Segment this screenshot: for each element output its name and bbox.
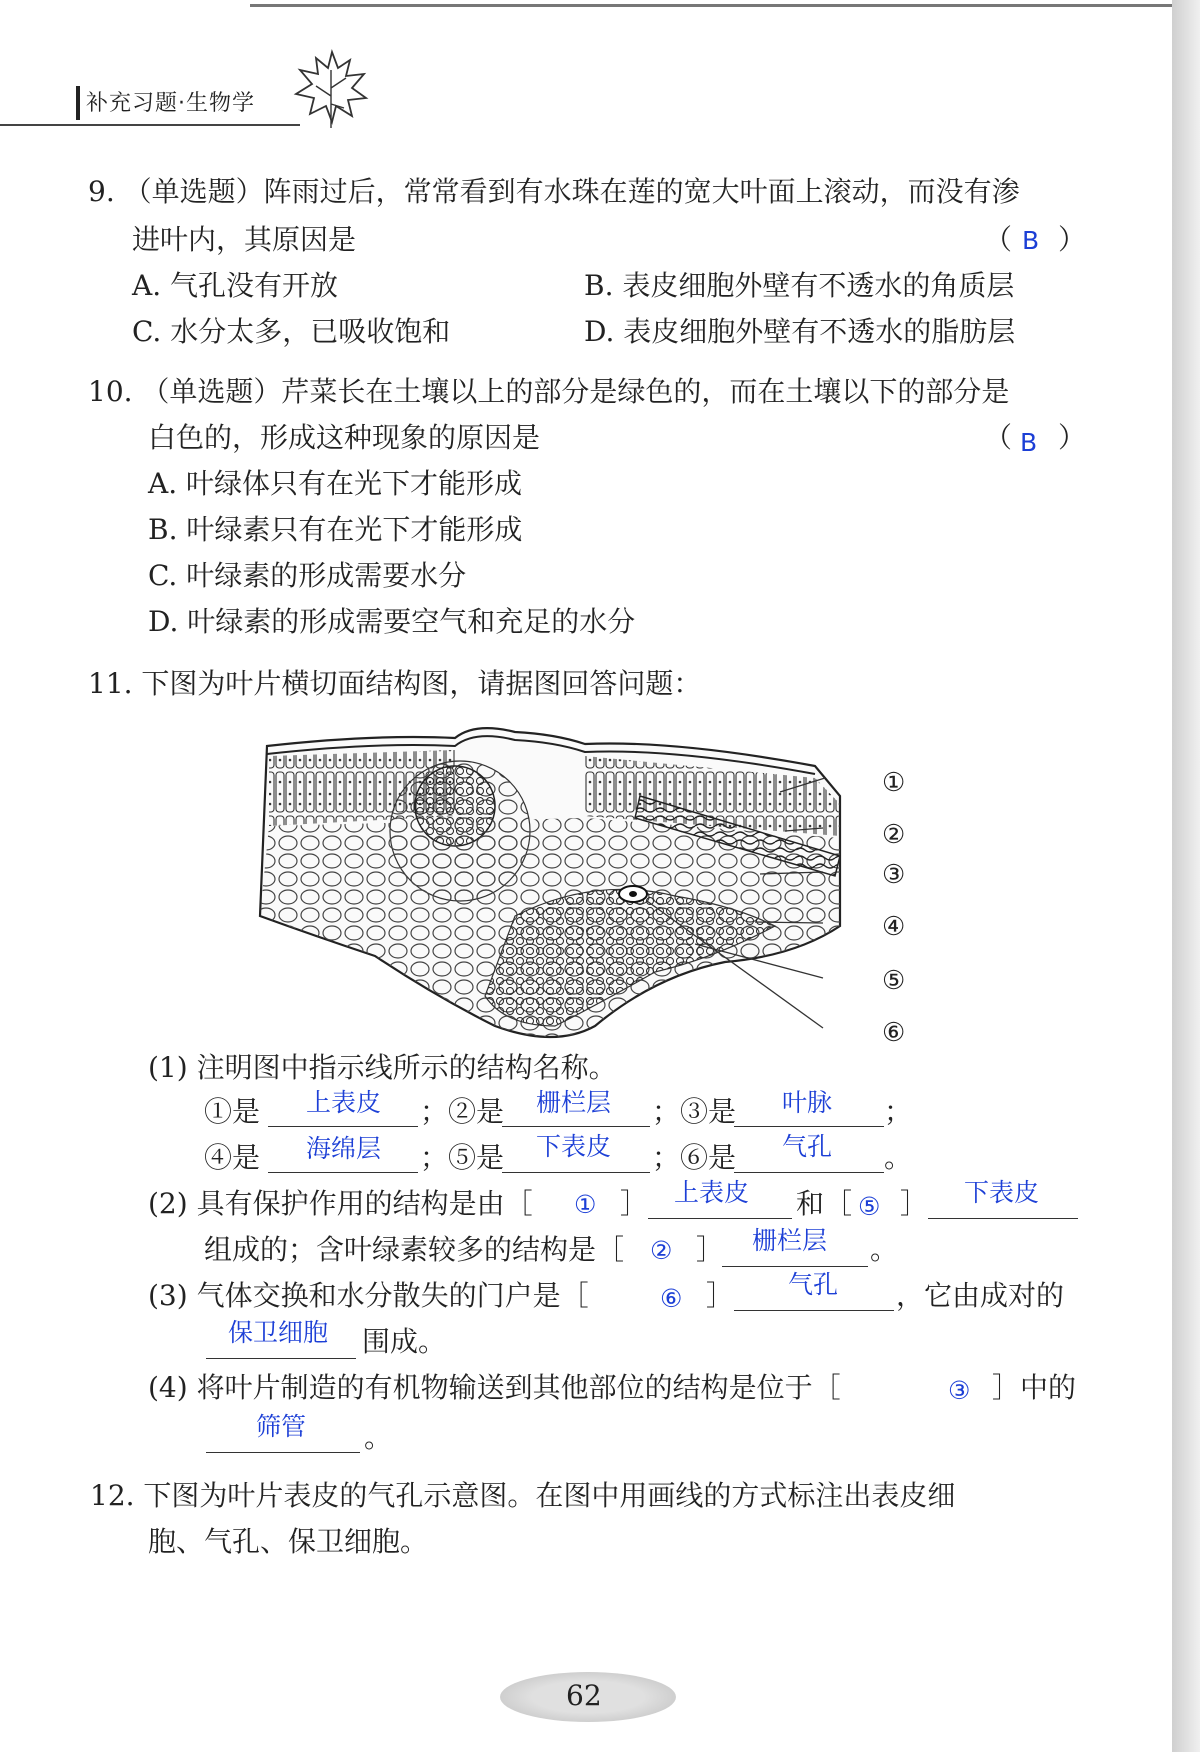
q11-p2-answer3: 栅栏层 [752,1226,828,1255]
q9-paren-open: （ [984,223,1013,256]
q12-stem-line1: 12. 下图为叶片表皮的气孔示意图。在图中用画线的方式标注出表皮细 [90,1479,956,1512]
q11-p1-end1: ； [884,1095,913,1128]
q10-answer: B [1020,428,1038,457]
answer-blank-11 [206,1358,356,1359]
figure-label-4: ④ [882,912,906,942]
q9-option-b: B. 表皮细胞外壁有不透水的角质层 [584,269,1015,302]
answer-blank-2 [502,1126,650,1127]
q11-p4-answer1: 筛管 [256,1412,307,1441]
figure-label-5: ⑤ [882,966,906,996]
header-title: 补充习题·生物学 [86,91,255,116]
q11-stem: 11. 下图为叶片横切面结构图，请据图回答问题： [88,667,702,700]
q11-p1-label6: ；⑥是 [652,1141,737,1174]
q11-p1-answer6: 气孔 [782,1132,833,1161]
answer-blank-9 [722,1266,868,1267]
q11-p3-answer1: 气孔 [788,1270,839,1299]
figure-label-2: ② [882,820,906,850]
q10-option-c: C. 叶绿素的形成需要水分 [148,559,467,592]
q11-p2-text3: 和［ [796,1187,853,1220]
answer-blank-7 [648,1218,792,1219]
q9-option-c: C. 水分太多，已吸收饱和 [132,315,451,348]
q9-paren-close: ） [1058,223,1087,256]
q9-option-d: D. 表皮细胞外壁有不透水的脂肪层 [584,315,1016,348]
q11-p1-label1: ①是 [204,1095,261,1128]
q9-stem-line2: 进叶内，其原因是 [132,223,357,256]
q11-p2-num2: ⑤ [858,1192,881,1221]
q11-p2-text2: ］ [620,1187,649,1220]
q11-p4-num1: ③ [948,1376,971,1405]
q10-option-b: B. 叶绿素只有在光下才能形成 [148,513,523,546]
q11-p4-text2: ］中的 [992,1371,1077,1404]
q11-p1-answer5: 下表皮 [536,1132,612,1161]
answer-blank-1 [268,1126,418,1127]
q11-p1-end2: 。 [884,1141,913,1174]
q11-p2-answer1: 上表皮 [674,1178,750,1207]
figure-label-1: ① [882,768,906,798]
figure-label-6: ⑥ [882,1018,906,1048]
q11-p2-num1: ① [574,1190,597,1219]
q11-p1-label3: ；③是 [652,1095,737,1128]
maple-leaf-icon [292,48,370,132]
q10-option-d: D. 叶绿素的形成需要空气和充足的水分 [148,605,636,638]
q11-p2-text1: (2) 具有保护作用的结构是由［ [148,1187,533,1220]
q10-paren-open: （ [984,421,1013,454]
q10-option-a: A. 叶绿体只有在光下才能形成 [148,467,523,500]
q11-p1-label5: ；⑤是 [420,1141,505,1174]
q11-p3-num1: ⑥ [660,1284,683,1313]
answer-blank-5 [502,1172,650,1173]
q11-p2-text5: 组成的；含叶绿素较多的结构是［ [204,1233,625,1266]
q11-p4-text1: (4) 将叶片制造的有机物输送到其他部位的结构是位于［ [148,1371,841,1404]
q11-p1-answer3: 叶脉 [782,1088,833,1117]
q11-p3-text3: ，它由成对的 [896,1279,1065,1312]
answer-blank-6 [734,1172,884,1173]
leaf-cross-section-figure [255,726,915,1056]
answer-blank-4 [268,1172,418,1173]
q11-p1-answer4: 海绵层 [306,1134,382,1163]
q11-p3-text1: (3) 气体交换和水分散失的门户是［ [148,1279,589,1312]
q11-p1-label2: ；②是 [420,1095,505,1128]
q11-p2-answer2: 下表皮 [964,1178,1040,1207]
q11-p1-label4: ④是 [204,1141,261,1174]
q11-p2-text4: ］ [900,1187,929,1220]
q11-p2-text6: ］ [696,1233,725,1266]
q11-p3-text2: ］ [706,1279,735,1312]
q11-p4-text3: 。 [364,1421,393,1454]
answer-blank-8 [928,1218,1078,1219]
q11-p2-num3: ② [650,1236,673,1265]
q11-p2-text7: 。 [870,1233,899,1266]
q12-stem-line2: 胞、气孔、保卫细胞。 [148,1525,429,1558]
q11-p1-answer1: 上表皮 [306,1088,382,1117]
answer-blank-10 [734,1310,894,1311]
page-edge-shadow [1172,0,1200,1752]
q9-stem-line1: 9. （单选题）阵雨过后，常常看到有水珠在莲的宽大叶面上滚动，而没有渗 [88,175,1020,208]
answer-blank-12 [206,1452,360,1453]
q10-paren-close: ） [1058,421,1087,454]
q10-stem-line2: 白色的，形成这种现象的原因是 [148,421,541,454]
header-bar [76,86,80,120]
figure-label-3: ③ [882,860,906,890]
q11-p3-answer2: 保卫细胞 [228,1318,329,1347]
top-border-line [250,4,1172,7]
q11-p1-answer2: 栅栏层 [536,1088,612,1117]
q10-stem-line1: 10. （单选题）芹菜长在土壤以上的部分是绿色的，而在土壤以下的部分是 [88,375,1010,408]
answer-blank-3 [734,1126,884,1127]
q9-answer: B [1022,226,1040,255]
q9-option-a: A. 气孔没有开放 [132,269,339,302]
header-rule [0,124,300,126]
q11-p3-text4: 围成。 [362,1325,447,1358]
q11-part1-text: (1) 注明图中指示线所示的结构名称。 [148,1051,617,1084]
page-number: 62 [566,1679,602,1712]
